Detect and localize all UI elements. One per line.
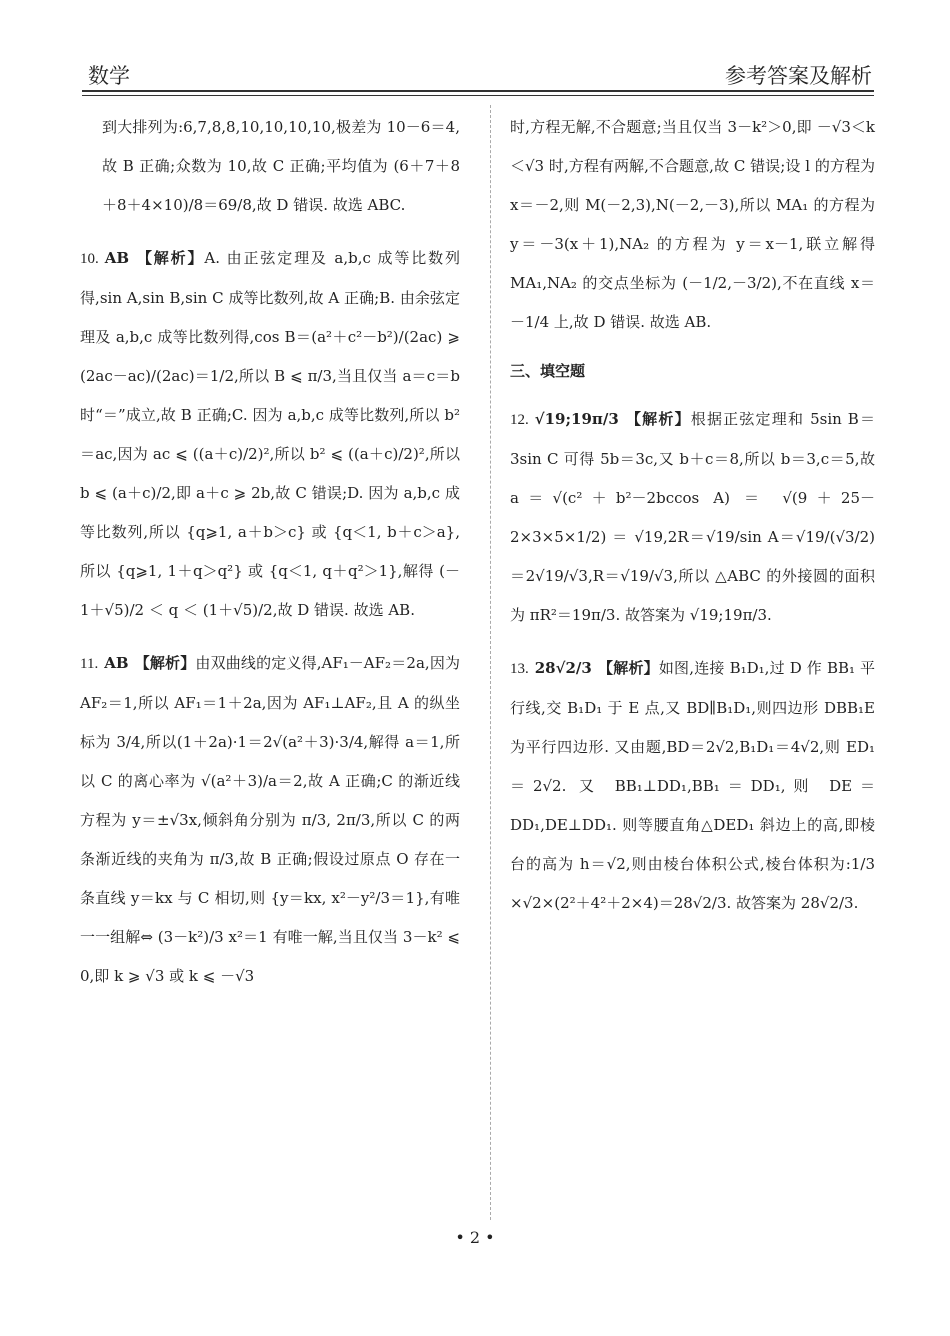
subject-label: 数学 — [88, 64, 130, 88]
analysis-text: A. 由正弦定理及 a,b,c 成等比数列得,sin A,sin B,sin C 成等比数列,故 A 正确;B. 由余弦定理及 a,b,c 成等比数列得,cos B＝(a²＋c²－b²)/(2ac) ⩾ (2ac－ac)/(2ac)＝1/2,所以 B ⩽ π/3,当且仅当 a＝c＝b 时“＝”成立,故 B 正确;C. 因为 a,b,c 成等比数列,所以 b²＝ac,因为 ac ⩽ ((a＋c)/2)²,所以 b² ⩽ ((a＋c)/2)²,所以 b ⩽ (a＋c)/2,即 a＋c ⩾ 2b,故 C 错误;D. 因为 a,b,c 成等比数列,所以 {q⩾1, a＋b＞c} 或 {q＜1, b＋c＞a},所以 {q⩾1, 1＋q＞q²} 或 {q＜1, q＋q²＞1},解得 (－1＋√5)/2 ＜ q ＜ (1＋√5)/2,故 D 错误. 故选 AB. — [80, 249, 460, 619]
left-column — [80, 108, 460, 1010]
question-11 — [80, 644, 460, 996]
right-column — [510, 108, 875, 937]
analysis-tag: 【解析】 — [134, 654, 196, 672]
question-number: 11. — [80, 656, 99, 672]
question-number: 12. — [510, 412, 529, 428]
question-number: 10. — [80, 251, 99, 267]
question-12 — [510, 400, 875, 635]
question-13 — [510, 649, 875, 923]
q11-continuation: 时,方程无解,不合题意;当且仅当 3－k²＞0,即 －√3＜k＜√3 时,方程有两解,不合题意,故 C 错误;设 l 的方程为 x＝－2,则 M(－2,3),N(－2,－3),所以 MA₁ 的方程为 y＝－3(x＋1),NA₂ 的方程为 y＝x－1,联立解得 MA₁,NA₂ 的交点坐标为 (－1/2,－3/2),不在直线 x＝－1/4 上,故 D 错误. 故选 AB. — [510, 118, 875, 331]
page-header — [88, 60, 872, 90]
answer: √19;19π/3 — [534, 410, 619, 428]
analysis-tag: 【解析】 — [624, 410, 691, 428]
header-rule-thin — [82, 95, 874, 96]
answer: AB — [104, 654, 129, 672]
q9-continuation: 到大排列为:6,7,8,8,10,10,10,10,极差为 10－6＝4,故 B 正确;众数为 10,故 C 正确;平均值为 (6＋7＋8＋8＋4×10)/8＝69/8,故 D 错误. 故选 ABC. — [102, 118, 460, 214]
question-number: 13. — [510, 661, 529, 677]
column-divider — [490, 105, 491, 1220]
analysis-text: 由双曲线的定义得,AF₁－AF₂＝2a,因为 AF₂＝1,所以 AF₁＝1＋2a,因为 AF₁⊥AF₂,且 A 的纵坐标为 3/4,所以(1＋2a)·1＝2√(a²＋3)·3/4,解得 a＝1,所以 C 的离心率为 √(a²＋3)/a＝2,故 A 正确;C 的渐近线方程为 y＝±√3x,倾斜角分别为 π/3, 2π/3,所以 C 的两条渐近线的夹角为 π/3,故 B 正确;假设过原点 O 存在一条直线 y＝kx 与 C 相切,则 {y＝kx, x²－y²/3＝1},有唯一一组解⇔ (3－k²)/3 x²＝1 有唯一解,当且仅当 3－k² ⩽ 0,即 k ⩾ √3 或 k ⩽ －√3 — [80, 654, 460, 985]
question-10 — [80, 239, 460, 630]
section-heading: 三、填空题 — [510, 362, 586, 380]
page-number: • 2 • — [455, 1228, 495, 1247]
analysis-tag: 【解析】 — [597, 659, 659, 677]
analysis-text: 如图,连接 B₁D₁,过 D 作 BB₁ 平行线,交 B₁D₁ 于 E 点,又 BD∥B₁D₁,则四边形 DBB₁E 为平行四边形. 又由题,BD＝2√2,B₁D₁＝4√2,则 ED₁＝2√2. 又 BB₁⊥DD₁,BB₁＝DD₁,则 DE＝DD₁,DE⊥DD₁. 则等腰直角△DED₁ 斜边上的高,即棱台的高为 h＝√2,则由棱台体积公式,棱台体积为:1/3 ×√2×(2²＋4²＋2×4)＝28√2/3. 故答案为 28√2/3. — [510, 659, 875, 912]
analysis-text: 根据正弦定理和 5sin B＝3sin C 可得 5b＝3c,又 b＋c＝8,所以 b＝3,c＝5,故 a＝√(c²＋b²－2bccos A) ＝ √(9＋25－2×3×5×1/2) ＝ √19,2R＝√19/sin A＝√19/(√3/2)＝2√19/√3,R＝√19/√3,所以 △ABC 的外接圆的面积为 πR²＝19π/3. 故答案为 √19;19π/3. — [510, 410, 875, 624]
answer: 28√2/3 — [534, 659, 592, 677]
header-title: 参考答案及解析 — [725, 64, 872, 88]
answer: AB — [104, 249, 130, 267]
analysis-tag: 【解析】 — [135, 249, 205, 267]
header-rule-thick — [82, 90, 874, 92]
